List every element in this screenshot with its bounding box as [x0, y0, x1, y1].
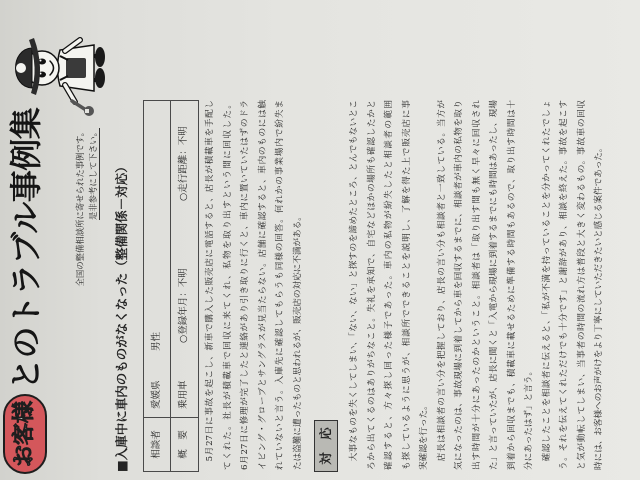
case-profile-table — [143, 100, 199, 472]
response-line: ろから出てくるのはありがちなこと。失礼を承知で、自宅などほかの場所も確認したかと — [366, 100, 377, 470]
table-cell: 乗用車 — [178, 380, 189, 409]
row-label: 相談者 — [144, 417, 170, 471]
response-line: も探しているように思うが、相談所でできることを説明し、了解を得た上で販売店に事 — [401, 100, 412, 470]
case-summary — [202, 100, 307, 470]
page-subtitle — [74, 128, 100, 300]
response-line: 分にあったはず」と言う。 — [524, 366, 534, 470]
response-line: 気になったのは、事故現場に到着してから車を回収するまでに、相談者が車内の私物を取り — [454, 100, 464, 470]
response-label: 対 応 — [314, 420, 338, 472]
response-line: 時には、お客様へのお声がけをより丁寧にしていただきたいと感じる案件であった。 — [594, 143, 604, 470]
response-line: 実確認を行った。 — [419, 401, 429, 470]
response-line: と気が動転してしまい、当事者の時間の流れ方は普段と大きく変わるもの。事故車の回収 — [576, 100, 587, 470]
summary-line: たは盗難に遭ったものと思われるが、販売店の対応に不満がある。 — [292, 212, 303, 470]
summary-line: 5月27日に事故を起こし、新車で購入した販売店に電話すると、店長が積載車を手配し — [205, 100, 215, 462]
response-line: 大事なものを失くしてしまい、「ない、ない」と探すのを諦めたところ、とんでもないとこ — [349, 100, 359, 462]
response-line: 到着から回収までも、積載車に載せるために準備する時間もあるので、取り出す時間は十 — [506, 100, 517, 470]
table-cell: ○登録年月：不明 — [178, 268, 189, 343]
mechanic-mascot-icon — [2, 32, 110, 120]
response-line: 確認すると、方々探し回った様子であった。車内の私物が紛失したと相談者の範囲 — [384, 100, 394, 470]
response-line: 出す時間が十分にあったのかということ。相談者は「取り出す間も無く早々に回収され — [471, 100, 482, 470]
table-row — [144, 101, 171, 471]
page-title: とのトラブル事例集 — [7, 107, 45, 390]
row-label: 概 要 — [171, 417, 198, 471]
subtitle-line: 是非参考にして下さい。 — [88, 128, 98, 221]
response-line: 確認したことを相談者に伝えると、「私が不満を持っていることを分かってくれたでしょ — [541, 100, 552, 462]
table-row — [171, 101, 198, 471]
subtitle-line: 全国の整備相談所に寄せられた事例です。 — [75, 128, 85, 287]
table-cell: 愛媛県 — [151, 380, 162, 409]
wrench-icon — [72, 101, 94, 116]
table-cell: ○走行距離：不明 — [178, 126, 189, 201]
summary-line: イビング・グローブとサングラスが見当たらない。店舗に確認すると、車内のものには触 — [257, 100, 268, 470]
table-cell: 男性 — [151, 331, 162, 351]
customer-badge: お客様 — [3, 394, 47, 474]
response-line: う。それを伝えてくれただけでも十分です」と謝辞があり、相談を終えた。事故を起こす — [559, 100, 569, 470]
case-heading: ■入庫中に車内のものがなくなった（整備関係－対応） — [114, 160, 129, 472]
summary-line: 6月27日に修理が完了したと連絡があり引き取りに行くと、車内に置いていたはずのドラ — [240, 100, 250, 470]
response-line: 店長は相談者の言い分を把握しており、店長の言い分も相談者と一致している。当方が — [436, 100, 447, 462]
mascot-cap — [16, 38, 41, 95]
summary-line: れていないと言う。入庫先に確認してもらうも同様の回答。何れかの事業場内で紛失ま — [275, 100, 285, 470]
response-line: た」と言っていたが、店長に聞くと「入電から現場に到着するまでにも時間はあったし、現場 — [489, 100, 499, 470]
case-response — [346, 100, 609, 470]
summary-line: てくれた。社長が積載車で回収に来てくれ、私物を取り出すという間に回収した。 — [222, 100, 233, 470]
